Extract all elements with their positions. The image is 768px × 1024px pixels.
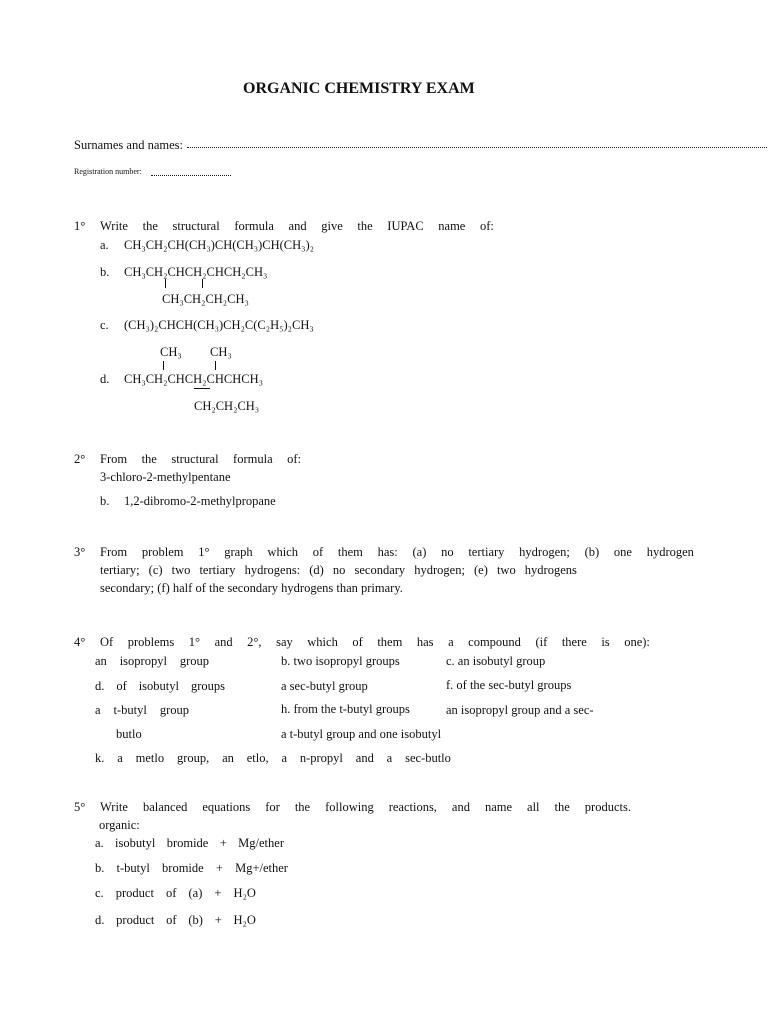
q4-word: 2°, <box>247 635 262 649</box>
q4-option-e: a sec-butyl group <box>281 679 368 693</box>
q3-word: hydrogens: <box>244 563 301 577</box>
q5-word: products. <box>584 800 631 814</box>
q4-word: sec-butlo <box>405 751 451 765</box>
q4-word: there <box>561 635 587 649</box>
q1-d-label: d. <box>100 372 110 386</box>
bond-line <box>163 361 164 370</box>
q5-word: H₂O <box>233 886 256 900</box>
q3-word: (d) <box>309 563 324 577</box>
q4-word: an <box>222 751 234 765</box>
q3-word: hydrogens <box>524 563 577 577</box>
q4-word: a <box>95 703 101 717</box>
q5-item-b <box>95 861 288 876</box>
q4-option-j: a t-butyl group and one isobutyl <box>281 727 442 741</box>
q5-word: Write <box>100 800 128 814</box>
q4-option-a <box>95 654 209 669</box>
q1-word: and <box>288 219 307 233</box>
surnames-field[interactable] <box>187 147 767 148</box>
q4-word: of <box>116 679 127 693</box>
q4-word: k. <box>95 751 105 765</box>
q1-d-branch: CH₂CH₂CH₃ <box>194 399 260 413</box>
q3-word: (b) <box>584 545 600 559</box>
q1-word: give <box>321 219 343 233</box>
q3-word: (e) <box>474 563 488 577</box>
q1-word: the <box>357 219 373 233</box>
q4-word: has <box>416 635 434 649</box>
q3-word: graph <box>224 545 253 559</box>
q5-word: product <box>115 886 154 900</box>
q2-b-text: 1,2-dibromo-2-methylpropane <box>124 494 276 508</box>
q1-number: 1° <box>74 219 86 233</box>
q4-word: a <box>117 751 123 765</box>
q4-word: is <box>601 635 610 649</box>
q3-number: 3° <box>74 545 86 559</box>
q2-line-a: 3-chloro-2-methylpentane <box>100 470 231 484</box>
q3-word: of <box>312 545 324 559</box>
bond-line <box>215 361 216 370</box>
q4-option-c: c. an isobutyl group <box>446 654 546 668</box>
q4-word: a <box>281 751 288 765</box>
q5-word: + <box>219 836 227 850</box>
q3-word: problem <box>141 545 184 559</box>
q5-word: reactions, <box>388 800 437 814</box>
q4-word: metlo <box>135 751 165 765</box>
q4-word: isobutyl <box>138 679 179 693</box>
q1-d-formula: CH₃CH₂CHCH₂CHCHCH₃ <box>124 372 263 386</box>
q1-text <box>100 219 494 234</box>
surnames-label: Surnames and names: <box>74 138 184 152</box>
q5-word: bromide <box>162 861 204 875</box>
q3-word: them <box>337 545 363 559</box>
q5-word: all <box>527 800 540 814</box>
q5-item-c <box>95 886 256 901</box>
q5-word: name <box>484 800 513 814</box>
q4-option-h: h. from the t-butyl groups <box>281 702 410 716</box>
q1-b-label: b. <box>100 265 110 279</box>
q5-word: (a) <box>188 886 203 900</box>
q3-word: one <box>613 545 632 559</box>
q4-option-d <box>95 679 225 694</box>
q3-word: no <box>441 545 454 559</box>
q4-word: say <box>276 635 293 649</box>
q1-c-label: c. <box>100 318 109 332</box>
q2-word: of: <box>287 452 301 466</box>
q1-word: Write <box>100 219 128 233</box>
q4-word: and <box>214 635 233 649</box>
q4-option-i: an isopropyl group and a sec- <box>446 703 594 717</box>
q5-word: following <box>325 800 374 814</box>
q3-word: which <box>267 545 298 559</box>
registration-label: Registration number: <box>74 167 142 176</box>
q1-word: formula <box>234 219 274 233</box>
q2-text <box>100 452 301 467</box>
q3-word: 1° <box>198 545 210 559</box>
q2-word: structural <box>171 452 219 466</box>
q4-word: etlo, <box>246 751 269 765</box>
q5-line-2: organic: <box>99 818 140 832</box>
q1-a-label: a. <box>100 238 109 252</box>
q2-b-label: b. <box>100 494 110 508</box>
q5-word: balanced <box>142 800 188 814</box>
q4-word: a <box>448 635 454 649</box>
registration-field[interactable] <box>151 175 231 176</box>
q1-c-formula: (CH₃)₂CHCH(CH₃)CH₂C(C₂H₅)₂CH₃ <box>124 318 314 332</box>
q4-word: them <box>377 635 403 649</box>
q5-item-a <box>95 836 284 851</box>
q5-line-1 <box>100 800 631 815</box>
q3-word: (a) <box>412 545 427 559</box>
q5-number: 5° <box>74 800 86 814</box>
q4-option-f: f. of the sec-butyl groups <box>446 678 572 692</box>
q5-word: of <box>166 886 177 900</box>
q3-word: tertiary <box>468 545 505 559</box>
q5-word: and <box>451 800 470 814</box>
q5-word: the <box>294 800 311 814</box>
q3-word: (c) <box>148 563 163 577</box>
q3-word: tertiary; <box>100 563 140 577</box>
q2-word: the <box>141 452 157 466</box>
bond-line <box>165 279 166 288</box>
q5-word: b. <box>95 861 105 875</box>
q5-word: t-butyl <box>116 861 150 875</box>
q5-word: + <box>214 886 222 900</box>
q4-option-b: b. two isopropyl groups <box>281 654 400 668</box>
q4-word: group, <box>176 751 210 765</box>
q1-b-branch: CH₃CH₂CH₂CH₃ <box>162 292 249 306</box>
q2-number: 2° <box>74 452 86 466</box>
q4-word: which <box>307 635 338 649</box>
exam-title: ORGANIC CHEMISTRY EXAM <box>243 80 475 97</box>
q3-word: no <box>332 563 346 577</box>
q5-word: d. <box>95 913 105 927</box>
q5-word: (b) <box>188 913 203 927</box>
q1-a-formula: CH₃CH₂CH(CH₃)CH(CH₃)CH(CH₃)₂ <box>124 238 315 252</box>
q4-word: 1° <box>188 635 201 649</box>
q2-word: From <box>100 452 128 466</box>
q3-line-3: secondary; (f) half of the secondary hydrogens than primary. <box>100 581 403 595</box>
q3-word: secondary <box>354 563 406 577</box>
q1-d-top-2: CH₃ <box>210 345 232 359</box>
q3-line-1 <box>100 545 694 560</box>
q4-word: d. <box>95 679 105 693</box>
q3-word: two <box>171 563 191 577</box>
q4-word: t-butyl <box>113 703 147 717</box>
q5-word: + <box>214 913 222 927</box>
q4-word: of <box>352 635 363 649</box>
bond-line <box>202 279 203 288</box>
q1-word: the <box>142 219 158 233</box>
q5-word: bromide <box>166 836 209 850</box>
q4-word: problems <box>127 635 175 649</box>
q5-word: Mg+/ether <box>235 861 288 875</box>
q1-b-formula: CH₃CH₂CHCH₂CHCH₂CH₃ <box>124 265 268 279</box>
q3-word: hydrogen <box>646 545 694 559</box>
q4-word: isopropyl <box>119 654 167 668</box>
q1-d-top-1: CH₃ <box>160 345 182 359</box>
q5-word: H₂O <box>233 913 256 927</box>
q5-word: c. <box>95 886 104 900</box>
q3-word: two <box>496 563 516 577</box>
q1-word: name <box>438 219 466 233</box>
q2-word: formula <box>233 452 273 466</box>
q4-word: (if <box>535 635 548 649</box>
q5-word: a. <box>95 836 104 850</box>
q4-option-g <box>95 703 189 718</box>
q5-item-d <box>95 913 256 928</box>
q4-word: a <box>386 751 393 765</box>
q4-word: group <box>159 703 189 717</box>
q3-word: tertiary <box>199 563 236 577</box>
q3-word: From <box>100 545 128 559</box>
q5-word: product <box>116 913 155 927</box>
q1-word: structural <box>172 219 220 233</box>
q3-word: hydrogen; <box>414 563 465 577</box>
q4-word: n-propyl <box>299 751 343 765</box>
q5-word: isobutyl <box>115 836 156 850</box>
q4-word: group <box>179 654 209 668</box>
bond-line <box>194 388 210 389</box>
q1-word: IUPAC <box>387 219 424 233</box>
q5-word: of <box>166 913 177 927</box>
q1-word: of: <box>479 219 494 233</box>
q3-line-2 <box>100 563 577 578</box>
q4-option-g-cont: butlo <box>116 727 142 741</box>
q4-word: Of <box>100 635 114 649</box>
q5-word: Mg/ether <box>238 836 284 850</box>
q4-word: groups <box>190 679 225 693</box>
q3-word: has: <box>377 545 398 559</box>
q5-word: + <box>215 861 223 875</box>
q4-number: 4° <box>74 635 86 649</box>
q4-option-k <box>95 751 451 766</box>
q5-word: the <box>554 800 570 814</box>
q3-word: hydrogen; <box>519 545 570 559</box>
q5-word: equations <box>202 800 251 814</box>
q4-word: compound <box>468 635 521 649</box>
q4-word: an <box>95 654 107 668</box>
q4-line-1 <box>100 635 650 650</box>
q4-word: and <box>355 751 374 765</box>
q4-word: one): <box>624 635 650 649</box>
q5-word: for <box>265 800 280 814</box>
